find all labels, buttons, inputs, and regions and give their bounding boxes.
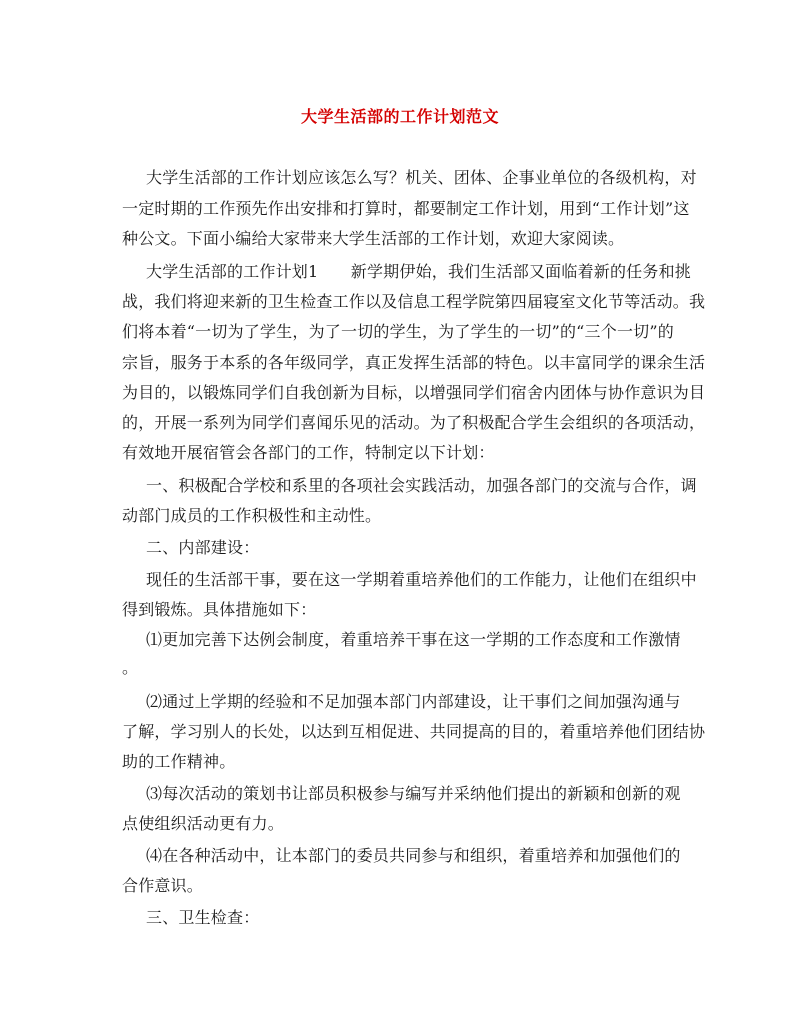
paragraph-line: 有效地开展宿管会各部门的工作，特制定以下计划：: [122, 443, 495, 462]
list-item-line: 。: [122, 658, 139, 677]
paragraph-line: 们将本着“一切为了学生，为了一切的学生，为了学生的一切”的“三个一切”的: [122, 322, 674, 341]
paragraph-line: 得到锻炼。具体措施如下：: [122, 600, 317, 619]
section-heading: 二、内部建设：: [146, 538, 260, 557]
list-item-line: 了解，学习别人的长处，以达到互相促进、共同提高的目的，着重培养他们团结协: [122, 722, 706, 741]
paragraph-line: 一、积极配合学校和系里的各项社会实践活动，加强各部门的交流与合作，调: [146, 476, 697, 495]
paragraph-line: 为目的，以锻炼同学们自我创新为目标，以增强同学们宿舍内团体与协作意识为目: [122, 383, 706, 402]
paragraph-line: 动部门成员的工作积极性和主动性。: [122, 506, 382, 525]
paragraph-line: 大学生活部的工作计划应该怎么写？机关、团体、企事业单位的各级机构，对: [146, 168, 697, 187]
list-item-line: 点使组织活动更有力。: [122, 814, 285, 833]
paragraph-line: 的，开展一系列为同学们喜闻乐见的活动。为了积极配合学生会组织的各项活动，: [122, 413, 706, 432]
paragraph-line: 大学生活部的工作计划1 新学期伊始，我们生活部又面临着新的任务和挑: [146, 262, 691, 281]
paragraph-line: 一定时期的工作预先作出安排和打算时，都要制定工作计划，用到“工作计划”这: [122, 199, 690, 218]
section-heading: 三、卫生检查：: [146, 908, 260, 927]
paragraph-line: 种公文。下面小编给大家带来大学生活部的工作计划，欢迎大家阅读。: [122, 229, 625, 248]
list-item-line: ⑷在各种活动中，让本部门的委员共同参与和组织，着重培养和加强他们的: [146, 846, 681, 865]
list-item-line: 助的工作精神。: [122, 752, 236, 771]
list-item-line: ⑶每次活动的策划书让部员积极参与编写并采纳他们提出的新颖和创新的观: [146, 784, 681, 803]
paragraph-line: 现任的生活部干事，要在这一学期着重培养他们的工作能力，让他们在组织中: [146, 570, 697, 589]
document-title: 大学生活部的工作计划范文: [300, 107, 499, 126]
list-item-line: ⑵通过上学期的经验和不足加强本部门内部建设，让干事们之间加强沟通与: [146, 692, 681, 711]
list-item-line: 合作意识。: [122, 876, 204, 895]
list-item-line: ⑴更加完善下达例会制度，着重培养干事在这一学期的工作态度和工作激情: [146, 630, 681, 649]
paragraph-line: 宗旨，服务于本系的各年级同学，真正发挥生活部的特色。以丰富同学的课余生活: [122, 353, 706, 372]
paragraph-line: 战，我们将迎来新的卫生检查工作以及信息工程学院第四届寝室文化节等活动。我: [122, 292, 706, 311]
